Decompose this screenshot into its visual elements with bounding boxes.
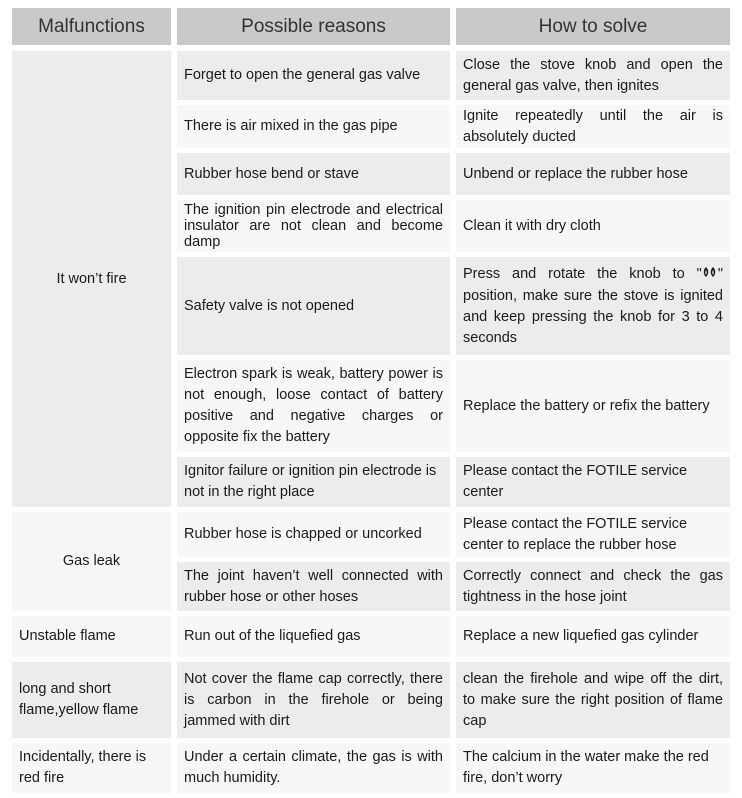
solve-row-2: Unbend or replace the rubber hose	[456, 153, 730, 195]
reason-row-10: Not cover the flame cap correctly, there is carbon in the firehole or being jammed with dirt	[177, 662, 450, 738]
solve-row-3: Clean it with dry cloth	[456, 200, 730, 252]
solve-row-11: The calcium in the water make the red fire, don’t worry	[456, 743, 730, 793]
solve-row-4-part-b: " position, make sure the stove is ignited and keep pressing the knob for 3 to 4 seconds	[463, 265, 723, 346]
reason-row-6: Ignitor failure or ignition pin electrode is not in the right place	[177, 457, 450, 507]
malfunction-gas-leak: Gas leak	[12, 512, 171, 611]
reason-row-7: Rubber hose is chapped or uncorked	[177, 512, 450, 557]
solve-row-9: Replace a new liquefied gas cylinder	[456, 616, 730, 657]
solve-row-10: clean the firehole and wipe off the dirt, to make sure the right position of flame cap	[456, 662, 730, 738]
solve-row-0: Close the stove knob and open the general gas valve, then ignites	[456, 51, 730, 100]
solve-row-4-part-a: Press and rotate the knob to "	[463, 265, 702, 282]
solve-row-6: Please contact the FOTILE service center	[456, 457, 730, 507]
reason-row-8: The joint haven’t well connected with rubber hose or other hoses	[177, 562, 450, 611]
solve-row-8: Correctly connect and check the gas tightness in the hose joint	[456, 562, 730, 611]
header-possible-reasons: Possible reasons	[177, 8, 450, 45]
flame-knob-icon	[702, 265, 718, 286]
malfunction-red-fire: Incidentally, there is red fire	[12, 743, 171, 793]
malfunction-wont-fire: It won’t fire	[12, 51, 171, 507]
reason-row-11: Under a certain climate, the gas is with much humidity.	[177, 743, 450, 793]
malfunction-unstable-flame: Unstable flame	[12, 616, 171, 657]
solve-row-5: Replace the battery or refix the battery	[456, 360, 730, 452]
reason-row-3: The ignition pin electrode and electrical insulator are not clean and become damp	[177, 200, 450, 252]
reason-row-1: There is air mixed in the gas pipe	[177, 105, 450, 148]
reason-row-5: Electron spark is weak, battery power is not enough, loose contact of battery positive and negative charges or opposite fix the battery	[177, 360, 450, 452]
header-malfunctions: Malfunctions	[12, 8, 171, 45]
malfunction-long-short-flame: long and short flame,yellow flame	[12, 662, 171, 738]
reason-row-9: Run out of the liquefied gas	[177, 616, 450, 657]
solve-row-1: Ignite repeatedly until the air is absolutely ducted	[456, 105, 730, 148]
reason-row-2: Rubber hose bend or stave	[177, 153, 450, 195]
reason-row-0: Forget to open the general gas valve	[177, 51, 450, 100]
solve-row-7: Please contact the FOTILE service center to replace the rubber hose	[456, 512, 730, 557]
reason-row-4: Safety valve is not opened	[177, 257, 450, 355]
header-how-to-solve: How to solve	[456, 8, 730, 45]
solve-row-4	[456, 257, 730, 355]
